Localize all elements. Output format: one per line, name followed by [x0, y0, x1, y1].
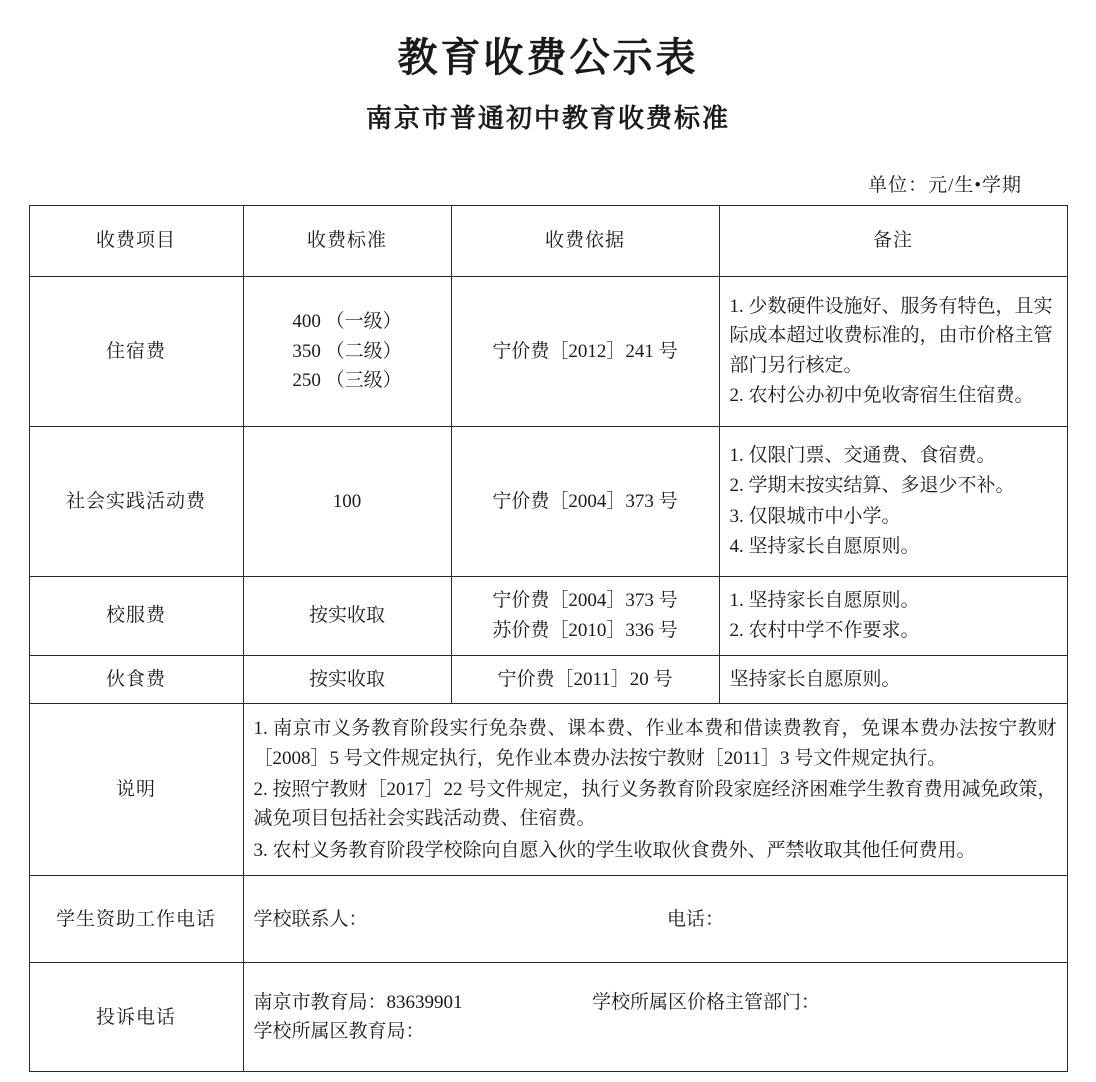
remark-line: 2. 学期末按实结算、多退少不补。	[729, 475, 1015, 497]
fee-table	[29, 205, 1068, 1073]
remark-line: 1. 坚持家长自愿原则。	[729, 589, 920, 611]
fee-standard	[243, 276, 451, 426]
fee-standard-line: 100	[332, 490, 362, 512]
explanation-paragraph: 2. 按照宁教财［2017］22 号文件规定，执行义务教育阶段家庭经济困难学生教育费用减免政策，减免项目包括社会实践活动费、住宿费。	[253, 778, 1057, 830]
explanation-paragraph: 3. 农村义务教育阶段学校除向自愿入伙的学生收取伙食费外、严禁收取其他任何费用。	[253, 839, 976, 861]
fee-basis-line: 宁价费［2011］20 号	[497, 668, 673, 690]
fee-item-name: 社会实践活动费	[29, 426, 243, 576]
page-subtitle: 南京市普通初中教育收费标准	[365, 104, 730, 133]
fee-standard-line: 350 （二级）	[292, 340, 402, 362]
district-price-authority-label: 学校所属区价格主管部门：	[592, 991, 821, 1013]
fee-basis-line: 宁价费［2004］373 号	[492, 490, 678, 512]
fee-basis-line: 宁价费［2004］373 号	[492, 590, 678, 612]
fee-standard-line: 按实收取	[308, 605, 385, 627]
fee-standard	[243, 576, 451, 655]
explanation-label: 说明	[29, 704, 243, 876]
explanation-paragraph: 1. 南京市义务教育阶段实行免杂费、课本费、作业本费和借读费教育，免课本费办法按宁教财［2008］5 号文件规定执行，免作业本费办法按宁教财［2011］3 号文件规定执行。	[253, 718, 1057, 769]
remark-line: 坚持家长自愿原则。	[729, 668, 901, 690]
table-header-row	[29, 205, 1067, 276]
remark-line: 4. 坚持家长自愿原则。	[729, 536, 920, 558]
fee-remark	[719, 276, 1067, 426]
nanjing-education-bureau-phone: 南京市教育局：83639901	[253, 991, 463, 1013]
fee-item-name: 伙食费	[29, 655, 243, 703]
fee-remark	[719, 426, 1067, 576]
fee-basis	[451, 426, 719, 576]
column-header-item: 收费项目	[29, 205, 243, 276]
explanation-content	[243, 704, 1067, 876]
fee-basis-line: 苏价费［2010］336 号	[492, 619, 678, 641]
school-contact-label: 学校联系人：	[253, 908, 368, 930]
complaint-line-2: 学校所属区教育局：	[253, 1021, 425, 1043]
table-row-complaint-phone	[29, 963, 1067, 1072]
table-row	[29, 655, 1067, 703]
fee-basis-line: 宁价费［2012］241 号	[492, 340, 678, 362]
remark-line: 2. 农村公办初中免收寄宿生住宿费。	[729, 385, 1034, 407]
fee-basis	[451, 276, 719, 426]
fee-remark	[719, 576, 1067, 655]
remark-line: 3. 仅限城市中小学。	[729, 505, 901, 527]
remark-line: 1. 仅限门票、交通费、食宿费。	[729, 444, 996, 466]
fee-standard-line: 250 （三级）	[292, 370, 402, 392]
page-title: 教育收费公示表	[397, 35, 699, 80]
fee-basis	[451, 655, 719, 703]
phone-label: 电话：	[667, 908, 725, 930]
fee-basis	[451, 576, 719, 655]
column-header-standard: 收费标准	[243, 205, 451, 276]
fee-remark	[719, 655, 1067, 703]
fee-standard-line: 400 （一级）	[292, 311, 402, 333]
fee-standard-line: 按实收取	[308, 668, 385, 690]
table-row-explanation	[29, 704, 1067, 876]
remark-line: 1. 少数硬件设施好、服务有特色，且实际成本超过收费标准的，由市价格主管部门另行核定。	[729, 295, 1053, 376]
column-header-remark: 备注	[719, 205, 1067, 276]
table-row	[29, 426, 1067, 576]
remark-line: 2. 农村中学不作要求。	[729, 620, 920, 642]
unit-note: 单位：元/生•学期	[868, 174, 1022, 196]
fee-standard	[243, 655, 451, 703]
table-row	[29, 576, 1067, 655]
fee-item-name: 住宿费	[29, 276, 243, 426]
table-row-aid-phone	[29, 876, 1067, 963]
fee-item-name: 校服费	[29, 576, 243, 655]
fee-standard	[243, 426, 451, 576]
table-row	[29, 276, 1067, 426]
aid-phone-label: 学生资助工作电话	[29, 876, 243, 963]
complaint-phone-label: 投诉电话	[29, 963, 243, 1072]
complaint-line-1	[254, 988, 1057, 1017]
complaint-phone-content	[243, 963, 1067, 1072]
column-header-basis: 收费依据	[451, 205, 719, 276]
aid-phone-content	[243, 876, 1067, 963]
